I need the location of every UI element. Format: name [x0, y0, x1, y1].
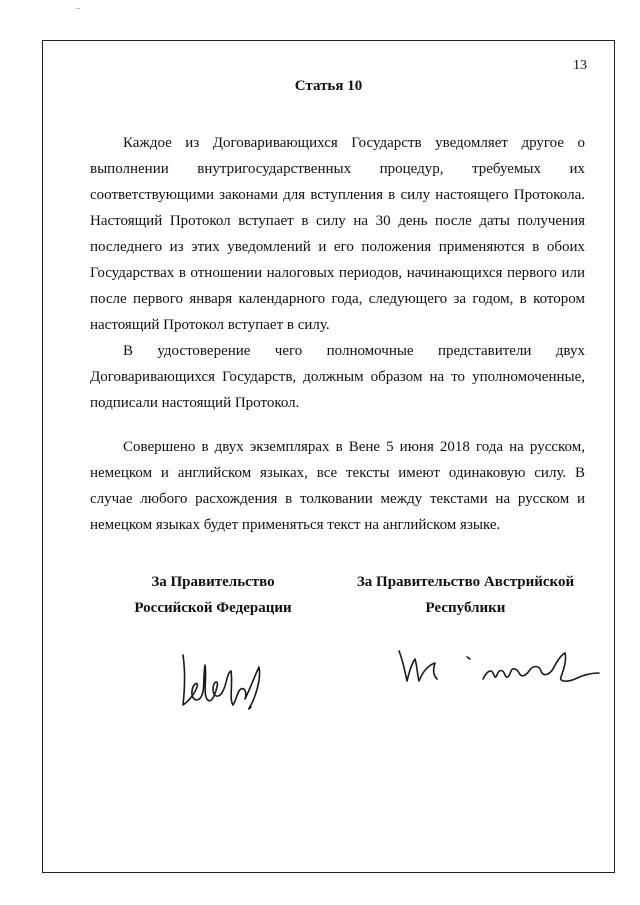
signatory-russia-line1: За Правительство [151, 574, 275, 590]
signature-russia [175, 647, 275, 717]
paragraph-entry-into-force: Каждое из Договаривающихся Государств уведомляет другое о выполнении внутригосударственных процедур, требуемых их соответствующими законами для вступления в силу настоящего Протокола. Настоящий Протокол вступает в силу на 30 день после даты получения последнего из этих уведомлений и его положения применяются в обоих Государствах в отношении налоговых периодов, начинающихся первого или после первого января календарного года, следующего за годом, в котором настоящий Протокол вступает в силу. [90, 135, 585, 333]
page-number: 13 [573, 58, 587, 73]
signatory-russia [113, 569, 313, 621]
paragraph-in-witness: В удостоверение чего полномочные представители двух Договаривающихся Государств, должным образом на то уполномоченные, подписали настоящий Протокол. [90, 343, 585, 411]
signature-austria [395, 641, 605, 689]
signatory-austria-line2: Республики [425, 600, 506, 616]
signatory-austria [343, 569, 588, 621]
signatory-austria-line1: За Правительство Австрийской [356, 574, 575, 590]
document-page [42, 40, 615, 873]
signatory-russia-line2: Российской Федерации [134, 600, 292, 616]
article-title: Статья 10 [294, 78, 363, 94]
scan-artifact [76, 8, 80, 9]
paragraph-done-at: Совершено в двух экземплярах в Вене 5 июня 2018 года на русском, немецком и английском языках, все тексты имеют одинаковую силу. В случае любого расхождения в толковании между текстами на русском и немецком языках будет применяться текст на английском языке. [90, 439, 585, 533]
